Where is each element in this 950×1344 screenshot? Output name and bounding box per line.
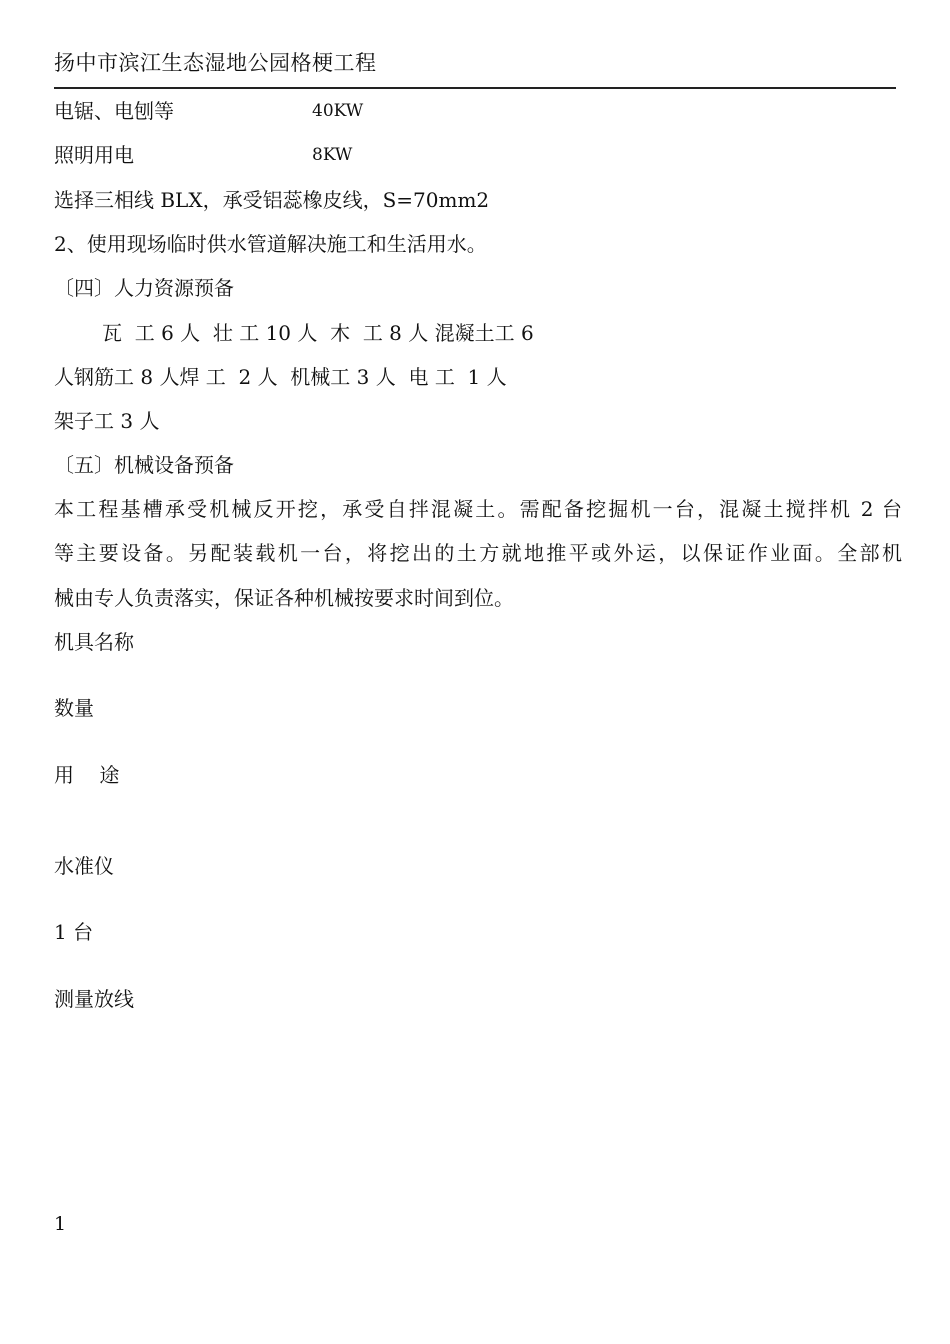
page-number: 1 <box>54 1213 67 1235</box>
manpower-heading: 〔四〕人力资源预备 <box>54 276 234 300</box>
header-divider <box>54 87 896 89</box>
manpower-line-3: 架子工 3 人 <box>54 409 160 433</box>
cable-spec-text: 选择三相线 BLX，承受铝蕊橡皮线，S=70mm2 <box>54 188 490 212</box>
machinery-paragraph-line-2: 等主要设备。另配装载机一台，将挖出的土方就地推平或外运，以保证作业面。全部机 <box>54 541 902 565</box>
table-cell-quantity: 1 台 <box>54 920 94 944</box>
table-header-quantity: 数量 <box>54 696 94 720</box>
machinery-paragraph-line-3: 械由专人负责落实，保证各种机械按要求时间到位。 <box>54 586 514 610</box>
power-light-label: 照明用电 <box>54 143 134 167</box>
water-supply-text: 2、使用现场临时供水管道解决施工和生活用水。 <box>54 232 487 256</box>
power-saw-value: 40KW <box>312 101 364 121</box>
page-header-title: 扬中市滨江生态湿地公园格梗工程 <box>54 51 377 75</box>
power-saw-label: 电锯、电刨等 <box>54 99 174 123</box>
machinery-paragraph-line-1: 本工程基槽承受机械反开挖，承受自拌混凝土。需配备挖掘机一台，混凝土搅拌机 2 台 <box>54 497 902 521</box>
machinery-heading: 〔五〕机械设备预备 <box>54 453 234 477</box>
manpower-line-1: 瓦 工 6 人 壮 工 10 人 木 工 8 人 混凝土工 6 <box>102 321 534 345</box>
table-cell-use: 测量放线 <box>54 987 134 1011</box>
power-light-value: 8KW <box>312 145 353 165</box>
table-header-use: 用 途 <box>54 763 120 787</box>
table-header-name: 机具名称 <box>54 630 134 654</box>
table-cell-name: 水准仪 <box>54 854 114 878</box>
manpower-line-2: 人钢筋工 8 人焊 工 2 人 机械工 3 人 电 工 1 人 <box>54 365 507 389</box>
